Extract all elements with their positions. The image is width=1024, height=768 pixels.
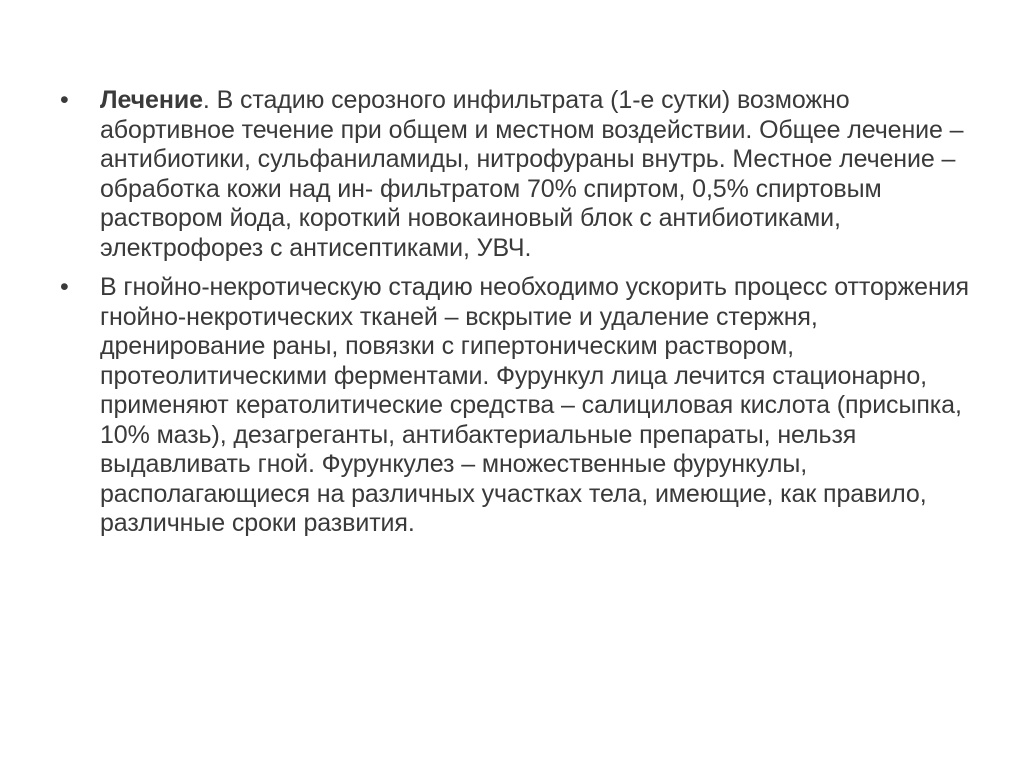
bullet-item-necrotic-stage — [60, 273, 980, 539]
bullet-lead-heading: Лечение — [100, 86, 203, 114]
bullet-body-text: . В стадию серозного инфильтрата (1-е сутки) возможно абортивное течение при общем и местном воздействии. Общее лечение – антибиотики, сульфаниламиды, нитрофураны внутрь. Местное лечение – обработка кожи над ин- фильтратом 70% спиртом, 0,5% спиртовым раствором йода, короткий новокаиновый блок с антибиотиками, электрофорез с антисептиками, УВЧ. — [100, 86, 964, 262]
bullet-list — [60, 86, 980, 549]
bullet-item-treatment — [60, 86, 980, 263]
bullet-point-icon: • — [60, 86, 69, 114]
bullet-point-icon: • — [60, 273, 69, 301]
bullet-body-text: В гнойно-некротическую стадию необходимо ускорить процесс отторжения гнойно-некротических тканей – вскрытие и удаление стержня, дренирование раны, повязки с гипертоническим раствором, протеолитическими ферментами. Фурункул лица лечится стационарно, применяют кератолитические средства – салициловая кислота (присыпка, 10% мазь), дезагреганты, антибактериальные препараты, нельзя выдавливать гной. Фурункулез – множественные фурункулы, располагающиеся на различных участках тела, имеющие, как правило, различные сроки развития. — [100, 273, 969, 537]
